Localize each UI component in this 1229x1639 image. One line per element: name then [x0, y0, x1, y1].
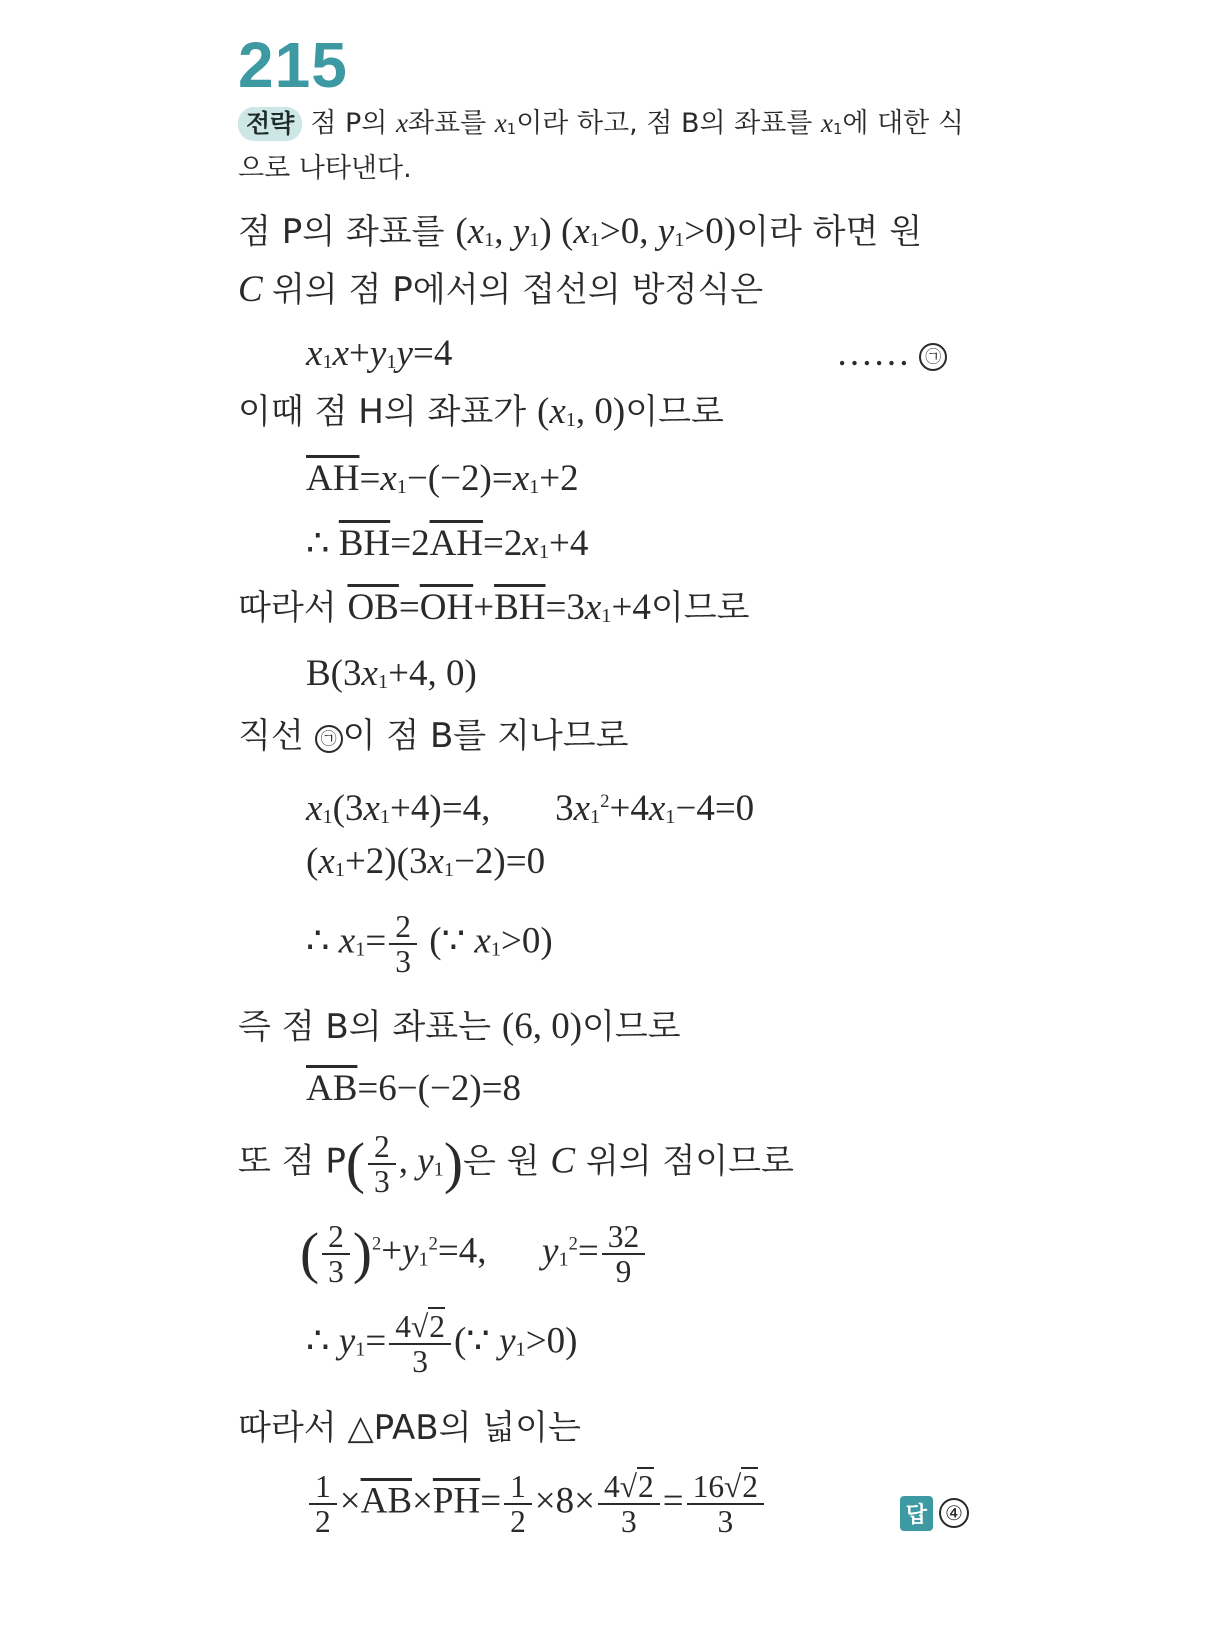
equation-factor: $(x_1+2)(3x_1-2)=0$: [306, 841, 546, 882]
equation-substitute: $x_1(3x_1+4)=4$, $3x_1^2+4x_1-4=0$: [306, 787, 755, 829]
text-line-2: C 위의 점 P에서의 접선의 방정식은: [238, 269, 764, 310]
equation-ab: $\overline{AB}=6-(-2)=8$: [306, 1068, 522, 1109]
strategy-line-1: 전략 점 P의 x좌표를 $x_1$이라 하고, 점 B의 좌표를 $x_1$에 대한 식: [238, 101, 964, 141]
equation-x1: ∴ $x_1=$ $\frac{2}{3}$ (∵ $x_1>0$): [306, 909, 553, 980]
equation-ah: $\overline{AH}=x_1-(-2)=x_1+2$: [306, 458, 579, 499]
text-line-8: 따라서 △PAB의 넓이는: [238, 1408, 581, 1448]
text-line-4: 따라서 $\overline{OB}=\overline{OH}+\overline{BH}=3x_1+4$이므로: [238, 587, 750, 628]
equation-b: $B(3x_1+4$, 0): [306, 653, 477, 694]
text-line-3: 이때 점 H의 좌표가 ($x_1$, 0)이므로: [238, 391, 724, 432]
answer: [900, 1494, 969, 1531]
marker-circle: ㉠: [919, 343, 947, 371]
strategy-badge: 전략: [238, 107, 302, 141]
equation-marker: …… ㉠: [836, 330, 947, 378]
text-line-6: 즉 점 B의 좌표는 (6, 0)이므로: [238, 1006, 681, 1047]
problem-number: 215: [238, 29, 348, 101]
equation-y1-squared: ( $\frac{2}{3}$ )$^2+y_1^2=4$, $y_1^2=$ $\frac{32}{9}$: [300, 1220, 648, 1288]
equation-y1: ∴ $y_1=$ $\frac{4√2}{3}$ (∵ $y_1>0$): [306, 1309, 578, 1380]
equation-area: $\frac{1}{2}$ $\times\overline{AB}\times\overline{PH}=$ $\frac{1}{2}$ ×8× $\frac{4√2}{3}$ = $\frac{16√2}{3}$: [306, 1470, 767, 1538]
text-line-5: 직선 ㉠ 이 점 B를 지나므로: [238, 716, 629, 756]
equation-tangent: $x_1x+y_1y=4$: [306, 333, 453, 374]
text-line-1: 점 P의 좌표를 ($x_1$, $y_1$) ($x_1>0$, $y_1>0$)이라 하면 원: [238, 211, 923, 252]
strategy-line-2: 으로 나타낸다.: [238, 153, 412, 184]
answer-badge: 답: [900, 1496, 933, 1531]
answer-choice: ④: [939, 1498, 969, 1528]
equation-bh: ∴ $\overline{BH}=2\overline{AH}=2x_1+4$: [306, 523, 589, 564]
text-line-7: 또 점 P( $\frac{2}{3}$ , $y_1$)은 원 C 위의 점이므로: [238, 1129, 794, 1200]
